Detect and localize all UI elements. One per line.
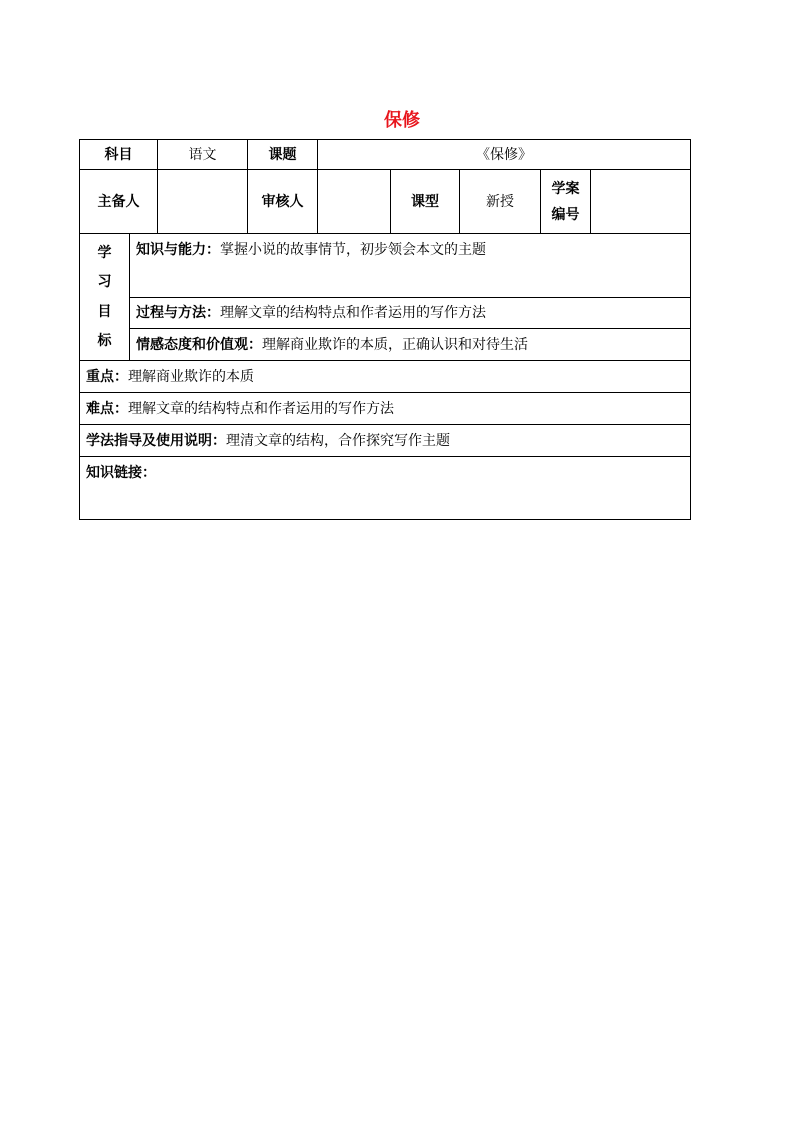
topic-label: 课题 <box>247 139 318 170</box>
goal-process-label: 过程与方法： <box>136 305 220 321</box>
knowledge-link-label: 知识链接： <box>86 465 156 481</box>
subject-label: 科目 <box>79 139 158 170</box>
plan-number-label <box>540 169 591 234</box>
guidance-text: 理清文章的结构，合作探究写作主题 <box>226 432 450 449</box>
goal-knowledge-ability <box>129 233 691 298</box>
preparer-label: 主备人 <box>79 169 158 234</box>
key-point-label: 重点： <box>86 368 128 385</box>
plan-number-value <box>590 169 691 234</box>
topic-value-text: 《保修》 <box>476 146 532 163</box>
goal-knowledge-label: 知识与能力： <box>136 242 220 258</box>
lesson-type-label: 课型 <box>390 169 460 234</box>
goal-attitude-values <box>129 328 691 361</box>
goal-attitude-text: 理解商业欺诈的本质，正确认识和对待生活 <box>262 336 528 353</box>
goal-attitude-label: 情感态度和价值观： <box>136 336 262 353</box>
key-point-text: 理解商业欺诈的本质 <box>128 368 254 385</box>
lesson-type-value: 新授 <box>459 169 541 234</box>
guidance-row <box>79 424 691 457</box>
document-title: 保修 <box>384 110 420 131</box>
goal-knowledge-text: 掌握小说的故事情节，初步领会本文的主题 <box>220 242 486 258</box>
plan-number-label-line1: 学案 <box>551 180 580 197</box>
guidance-label: 学法指导及使用说明： <box>86 432 226 449</box>
goal-process-text: 理解文章的结构特点和作者运用的写作方法 <box>220 305 486 321</box>
plan-number-label-line2: 编号 <box>551 206 580 223</box>
difficulty-label: 难点： <box>86 400 128 417</box>
difficulty-text: 理解文章的结构特点和作者运用的写作方法 <box>128 400 394 417</box>
goals-label-char-3: 目 <box>97 303 112 320</box>
reviewer-label: 审核人 <box>247 169 318 234</box>
subject-value: 语文 <box>157 139 248 170</box>
goals-label-char-2: 习 <box>97 274 112 291</box>
goal-process-method <box>129 297 691 329</box>
goals-label-char-1: 学 <box>97 244 112 261</box>
knowledge-link-row <box>79 456 691 520</box>
difficulty-row <box>79 392 691 425</box>
learning-goals-label <box>79 233 130 361</box>
goals-label-char-4: 标 <box>97 333 112 350</box>
topic-value <box>317 139 691 170</box>
preparer-value <box>157 169 248 234</box>
reviewer-value <box>317 169 391 234</box>
key-point-row <box>79 360 691 393</box>
